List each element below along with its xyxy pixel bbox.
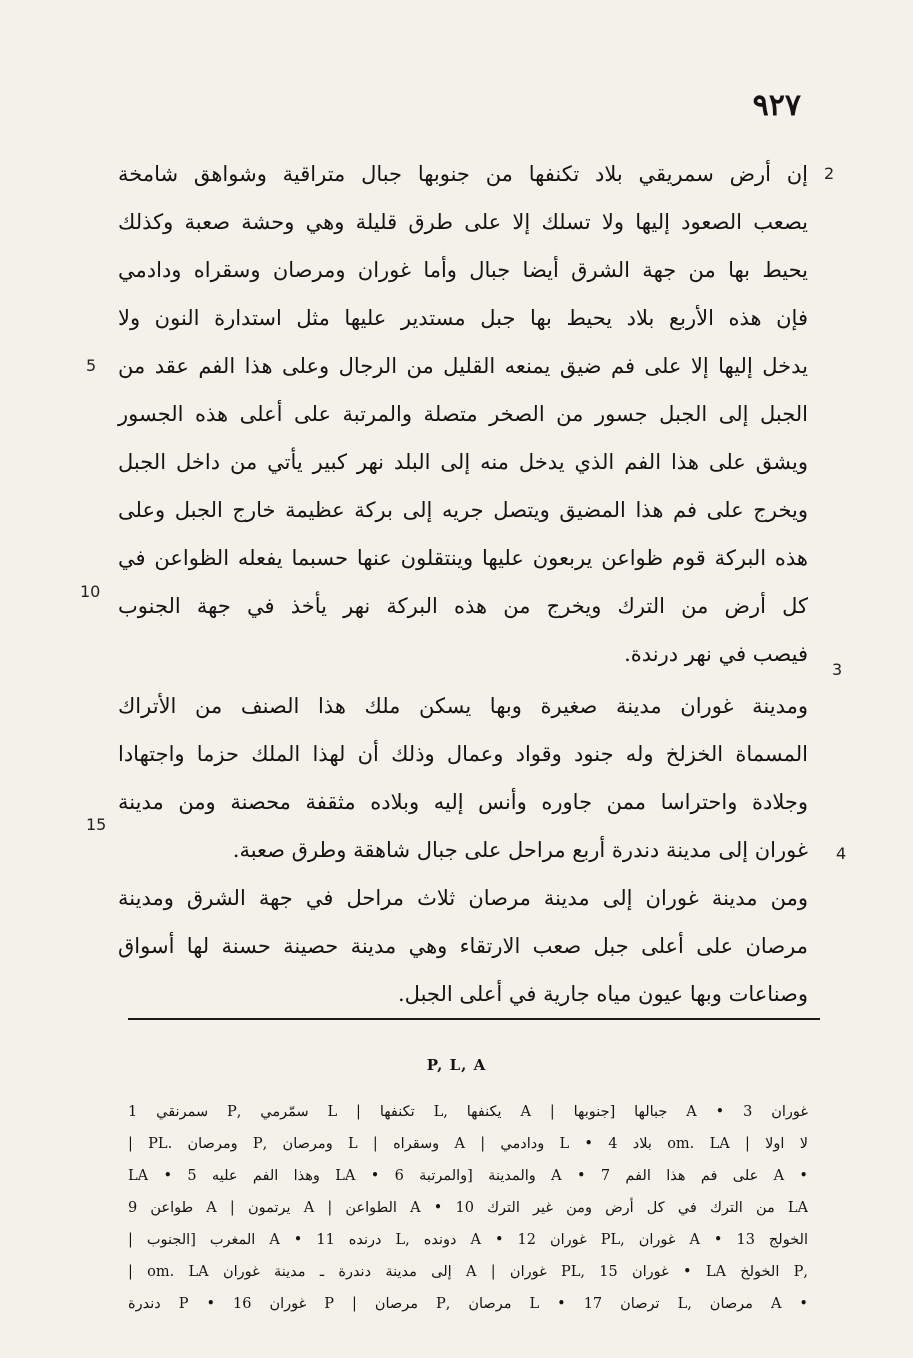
text-line: يصعب الصعود إليها ولا تسلك إلا على طرق قليلة وهي وحشة صعبة وكذلك — [118, 210, 808, 234]
text-line: ومدينة غوران مدينة صغيرة وبها يسكن ملك هذا الصنف من الأتراك — [118, 694, 808, 718]
text-line: هذه البركة قوم ظواعن يربعون عليها وينتقلون عنها حسبما يفعله الظواعن في — [118, 546, 808, 570]
text-line: المسماة الخزلخ وله جنود وقواد وعمال وذلك أن لهذا الملك حزما واجتهادا — [118, 742, 808, 766]
paragraph-marker: 4 — [836, 844, 847, 863]
apparatus-line: غوران 3 • A جبالها [جنوبها | A يكنفها ,L تكنفها | L سمّرمي ,P سمرنقي 1 — [128, 1104, 808, 1120]
line-number: 10 — [80, 582, 101, 601]
text-line: ويشق على هذا الفم الذي يدخل منه إلى البلد نهر كبير يأتي من داخل الجبل — [118, 450, 808, 474]
text-line: إن أرض سمريقي بلاد تكنفها من جنوبها جبال متراقية وشواهق شامخة — [118, 162, 808, 186]
text-line: غوران إلى مدينة دندرة أربع مراحل على جبال شاهقة وطرق صعبة. — [232, 838, 808, 862]
text-line: ويخرج على فم هذا المضيق ويتصل جريه إلى بركة عظيمة خارج الجبل وعلى — [118, 498, 808, 522]
text-line: يدخل إليها إلا على فم ضيق يمنعه القليل من الرجال وعلى هذا الفم عقد من — [118, 354, 808, 378]
paragraph-marker: 2 — [824, 164, 835, 183]
apparatus-heading: P, L, A — [426, 1056, 487, 1074]
line-number: 5 — [86, 356, 97, 375]
text-line: يحيط بها من جهة الشرق أيضا جبال وأما غوران ومرصان وسقراه ودادمي — [118, 258, 808, 282]
footnote-divider — [128, 1018, 820, 1020]
text-line: ومن مدينة غوران إلى مدينة مرصان ثلاث مراحل في جهة الشرق ومدينة — [118, 886, 808, 910]
apparatus-line: لا اولا | om. LA بلاد 4 • L ودادمي | A وسقراه | L ومرصان ,P ومرصان .PL | — [128, 1136, 808, 1152]
text-line: كل أرض من الترك ويخرج من هذه البركة نهر يأخذ في جهة الجنوب — [118, 594, 808, 618]
apparatus-line: ,P الخولخ LA • غوران 15 ,PL غوران | A إلى مدينة دندرة ـ مدينة غوران om. LA | — [128, 1264, 808, 1280]
apparatus-line: • A مرصان ,L ترصان 17 • L مرصان ,P مرصان | P غوران 16 • P دندرة — [128, 1296, 808, 1312]
apparatus-line: الخولج 13 • A غوران ,PL غوران 12 • A دونده ,L درنده 11 • A المغرب [الجنوب | — [128, 1232, 809, 1248]
text-line: فيصب في نهر درندة. — [624, 642, 808, 666]
text-line: الجبل إلى الجبل جسور من الصخر متصلة والمرتبة على أعلى هذه الجسور — [118, 402, 808, 426]
text-line: مرصان على أعلى جبل صعب الارتقاء وهي مدينة حصينة حسنة لها أسواق — [118, 934, 808, 958]
line-number: 15 — [86, 815, 107, 834]
paragraph-marker: 3 — [832, 660, 843, 679]
page-number: ٩٢٧ — [752, 88, 801, 123]
apparatus-line: LA من الترك في كل أرض ومن غير الترك 10 • A الطواعن | A يرتمون | A طواعن 9 — [128, 1200, 809, 1216]
apparatus-line: • A على فم هذا الفم 7 • A والمدينة [والمرتبة 6 • LA وهذا الفم عليه 5 • LA — [128, 1168, 808, 1184]
text-line: وصناعات وبها عيون مياه جارية في أعلى الجبل. — [397, 982, 808, 1006]
text-line: فإن هذه الأربع بلاد يحيط بها جبل مستدير عليها مثل استدارة النون ولا — [118, 306, 808, 330]
text-line: وجلادة واحتراسا ممن جاوره وأنس إليه وبلاده مثقفة محصنة ومن مدينة — [118, 790, 808, 814]
